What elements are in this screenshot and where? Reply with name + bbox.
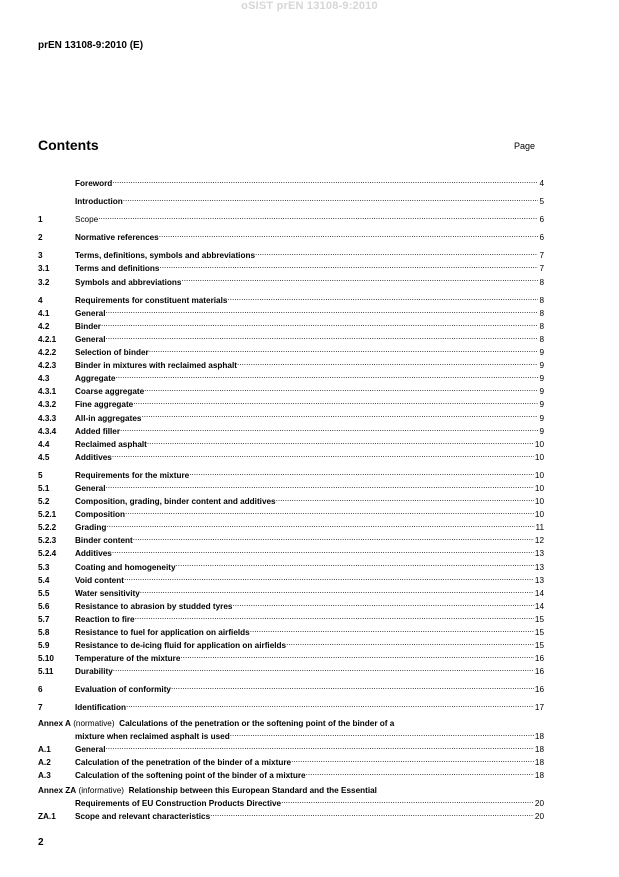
dot-leader (180, 651, 533, 661)
toc-entry[interactable] (38, 768, 544, 781)
toc-entry[interactable] (38, 212, 544, 225)
dot-leader (149, 345, 539, 355)
toc-entry[interactable] (38, 194, 544, 207)
toc-entry[interactable] (38, 275, 544, 288)
toc-entry[interactable] (38, 176, 544, 189)
toc-entry-number: A.3 (38, 770, 51, 780)
toc-entry-title: Reclaimed asphalt (75, 439, 147, 449)
dot-leader (112, 450, 534, 460)
toc-entry[interactable] (38, 450, 544, 463)
toc-entry-number: 4.3.4 (38, 426, 57, 436)
toc-entry-title: Requirements for the mixture (75, 470, 190, 480)
toc-entry-number: 2 (38, 233, 43, 243)
toc-entry-page: 8 (539, 308, 544, 318)
toc-entry[interactable] (38, 507, 544, 520)
toc-entry-title: Additives (75, 549, 112, 559)
toc-entry-page: 4 (539, 179, 544, 188)
toc-entry-number: 5.3 (38, 562, 50, 572)
toc-main-entries (38, 176, 544, 714)
annex-za-heading: Annex ZA (informative) Relationship between this European Standard and the Essential (38, 786, 377, 796)
toc-entry-number: 4.3.3 (38, 413, 57, 423)
toc-entry[interactable] (38, 345, 544, 358)
toc-entry-number: 4.3.2 (38, 400, 57, 410)
toc-entry-title: General (75, 334, 106, 344)
dot-leader (113, 664, 534, 674)
toc-entry-page: 13 (534, 575, 544, 585)
toc-entry-number: 5.10 (38, 654, 54, 664)
dot-leader (159, 230, 539, 240)
dot-leader (101, 319, 539, 329)
toc-entry-page: 17 (534, 703, 544, 713)
toc-entry-page: 18 (534, 770, 544, 780)
toc-entry-number: 4.4 (38, 439, 50, 449)
dot-leader (116, 371, 539, 381)
toc-entry-page: 9 (539, 361, 544, 371)
toc-entry-title: Binder (75, 321, 101, 331)
toc-entry-page: 12 (534, 536, 544, 546)
toc-entry[interactable] (38, 742, 544, 755)
dot-leader (176, 560, 534, 570)
toc-entry-page: 16 (534, 685, 544, 695)
toc-entry-title: Aggregate (75, 374, 116, 384)
toc-entry-page: 16 (534, 667, 544, 677)
document-id: prEN 13108-9:2010 (E) (38, 40, 144, 51)
toc-entry[interactable] (38, 651, 544, 664)
dot-leader (276, 494, 534, 504)
toc-entry-title: Identification (75, 703, 126, 713)
toc-entry-page: 14 (534, 588, 544, 598)
toc-entry-number: 5.2.1 (38, 510, 57, 520)
toc-entry-title: Foreword (75, 179, 113, 188)
dot-leader (140, 586, 534, 596)
dot-leader (159, 261, 538, 271)
toc-entry-number: 3.1 (38, 264, 50, 274)
toc-entry-number: A.1 (38, 744, 51, 754)
toc-entry-number: 5.2.4 (38, 549, 57, 559)
dot-leader (237, 358, 538, 368)
toc-entry[interactable] (38, 230, 544, 243)
toc-entry[interactable] (38, 638, 544, 651)
toc-entry-number: ZA.1 (38, 812, 56, 822)
toc-entry-number: A.2 (38, 757, 51, 767)
toc-entry-title: Composition, grading, binder content and additives (75, 497, 276, 507)
toc-entry[interactable] (38, 664, 544, 677)
toc-entry-title: Coating and homogeneity (75, 562, 176, 572)
toc-entry[interactable] (38, 682, 544, 695)
toc-entry[interactable] (38, 809, 544, 822)
toc-entry-number: 7 (38, 703, 43, 713)
toc-entry-title: General (75, 308, 106, 318)
toc-entry-number: 5.2.3 (38, 536, 57, 546)
toc-entry-number: 5 (38, 470, 43, 480)
annex-za-title-line: Requirements of EU Construction Products Directive ..... 20 (38, 796, 544, 809)
dot-leader (210, 809, 534, 819)
dot-leader (286, 638, 534, 648)
toc-entry-page: 13 (534, 549, 544, 559)
toc-entry-number: 5.9 (38, 641, 50, 651)
toc-entry[interactable] (38, 755, 544, 768)
toc-entry-page: 14 (534, 601, 544, 611)
dot-leader (106, 332, 539, 342)
toc-entry[interactable] (38, 397, 544, 410)
toc-entry-number: 4.1 (38, 308, 50, 318)
toc-entry[interactable] (38, 358, 544, 371)
dot-leader (112, 546, 534, 556)
toc-entry-title: Terms and definitions (75, 264, 160, 274)
toc-entry-page: 8 (539, 321, 544, 331)
toc-entry-page: 9 (539, 413, 544, 423)
dot-leader (123, 194, 539, 204)
toc-entry[interactable] (38, 371, 544, 384)
toc-entry[interactable] (38, 533, 544, 546)
toc-entry[interactable] (38, 625, 544, 638)
toc-entry-number: 5.1 (38, 483, 50, 493)
toc-entry-page: 13 (534, 562, 544, 572)
toc-entry-title: Temperature of the mixture (75, 654, 181, 664)
toc-entry-title: Void content (75, 575, 124, 585)
toc-entry-title: General (75, 483, 106, 493)
toc-entry[interactable] (38, 560, 544, 573)
page-number: 2 (38, 837, 44, 848)
toc-entry-page: 6 (539, 233, 544, 243)
dot-leader (133, 397, 538, 407)
dot-leader (112, 176, 538, 186)
toc-entry[interactable] (38, 248, 544, 261)
toc-entry-page: 10 (534, 439, 544, 449)
toc-entry[interactable] (38, 468, 544, 481)
toc-entry-page: 9 (539, 426, 544, 436)
dot-leader (124, 573, 534, 583)
toc-entry-title: Evaluation of conformity (75, 685, 171, 695)
toc-entry-number: 5.6 (38, 601, 50, 611)
toc-entry-title: Calculation of the softening point of the binder of a mixture (75, 770, 306, 780)
toc-entry-title: Composition (75, 510, 126, 520)
toc-entry-number: 5.8 (38, 628, 50, 637)
toc-entry[interactable] (38, 293, 544, 306)
dot-leader (250, 625, 534, 635)
toc-entry[interactable] (38, 319, 544, 332)
toc-entry-page: 9 (539, 387, 544, 397)
toc-entry-page: 8 (539, 295, 544, 305)
dot-leader (120, 424, 538, 434)
toc-entry-page: 10 (534, 470, 544, 480)
toc-entry[interactable] (38, 700, 544, 713)
toc-entry[interactable] (38, 437, 544, 450)
toc-entry-page: 15 (534, 628, 544, 637)
toc-entry-page: 10 (534, 452, 544, 462)
dot-leader (133, 533, 534, 543)
toc-entry-title: Reaction to fire (75, 614, 135, 624)
toc-entry-number: 3.2 (38, 277, 50, 287)
annex-a-heading: Annex A (normative) Calculations of the penetration or the softening point of the binder of a (38, 718, 395, 728)
toc-entry-page: 15 (534, 614, 544, 624)
annex-a-title-line: mixture when reclaimed asphalt is used ..... 18 (38, 729, 544, 742)
toc-entry[interactable] (38, 424, 544, 437)
toc-entry-page: 7 (539, 251, 544, 261)
toc-entry-title: Resistance to fuel for application on airfields (75, 628, 250, 637)
toc-entry-number: 4.2.1 (38, 334, 57, 344)
toc-entry-page: 18 (534, 757, 544, 767)
toc-entry-page: 10 (534, 497, 544, 507)
toc-entry-number: 5.11 (38, 667, 54, 677)
toc-entry-page: 8 (539, 277, 544, 287)
toc-entry-title: Calculation of the penetration of the binder of a mixture (75, 757, 292, 767)
dot-leader (306, 768, 534, 778)
toc-entry-title: Fine aggregate (75, 400, 134, 410)
dot-leader (106, 520, 534, 530)
dot-leader (144, 384, 538, 394)
toc-entry-title: Binder in mixtures with reclaimed asphalt (75, 361, 237, 371)
toc-entry-number: 4.2 (38, 321, 50, 331)
toc-entry-title: Introduction (75, 197, 123, 207)
toc-entry-title: Grading (75, 523, 107, 533)
dot-leader (227, 293, 538, 303)
toc-entry-page: 9 (539, 400, 544, 410)
toc-entry-title: Selection of binder (75, 348, 149, 358)
toc-entry-number: 4.3 (38, 374, 50, 384)
dot-leader (106, 742, 534, 752)
toc-entry[interactable] (38, 481, 544, 494)
dot-leader (141, 411, 538, 421)
annex-za-items (38, 809, 544, 822)
dot-leader (98, 212, 538, 222)
toc-entry-title: Added filler (75, 426, 121, 436)
toc-entry[interactable] (38, 384, 544, 397)
toc-entry-title: Normative references (75, 233, 159, 243)
page-column-label: Page (514, 141, 536, 151)
dot-leader (171, 682, 534, 692)
toc-entry-number: 5.7 (38, 614, 50, 624)
toc-entry-title: Binder content (75, 536, 133, 546)
toc-entry-page: 18 (534, 744, 544, 754)
toc-entry[interactable] (38, 586, 544, 599)
toc-entry-number: 5.5 (38, 588, 50, 598)
annex-a-items (38, 742, 544, 781)
toc-entry-page: 9 (539, 374, 544, 384)
toc-entry-number: 5.2 (38, 497, 50, 507)
dot-leader (106, 306, 539, 316)
toc-entry[interactable] (38, 573, 544, 586)
toc-entry-title: Resistance to de-icing fluid for application on airfields (75, 641, 287, 651)
toc-entry[interactable] (38, 332, 544, 345)
toc-entry[interactable] (38, 411, 544, 424)
toc-entry-title: General (75, 744, 106, 754)
toc-entry-page: 16 (534, 654, 544, 664)
toc-annex-za[interactable] (38, 786, 544, 822)
toc-entry-title: Coarse aggregate (75, 387, 145, 397)
toc-entry-number: 4.3.1 (38, 387, 57, 397)
toc-entry-title: Scope (75, 215, 99, 225)
toc-entry[interactable] (38, 520, 544, 533)
toc-entry-page: 8 (539, 334, 544, 344)
table-of-contents (38, 176, 544, 822)
toc-entry-page: 20 (534, 812, 544, 822)
dot-leader (147, 437, 534, 447)
toc-entry-page: 6 (539, 215, 544, 225)
toc-entry-page: 10 (534, 510, 544, 520)
toc-entry-page: 15 (534, 641, 544, 651)
dot-leader (106, 481, 534, 491)
toc-entry-number: 5.2.2 (38, 523, 57, 533)
dot-leader (126, 700, 534, 710)
dot-leader (291, 755, 534, 765)
dot-leader (135, 612, 534, 622)
toc-entry-number: 4.2.3 (38, 361, 57, 371)
toc-entry-title: Resistance to abrasion by studded tyres (75, 601, 233, 611)
dot-leader (125, 507, 534, 517)
toc-entry[interactable] (38, 599, 544, 612)
toc-entry-title: Additives (75, 452, 112, 462)
dot-leader (232, 599, 533, 609)
toc-entry-number: 1 (38, 215, 43, 225)
toc-entry[interactable] (38, 546, 544, 559)
toc-entry-title: Scope and relevant characteristics (75, 812, 211, 822)
toc-annex-a[interactable] (38, 719, 544, 781)
toc-entry-title: Water sensitivity (75, 588, 140, 598)
toc-entry-title: All-in aggregates (75, 413, 142, 423)
toc-entry[interactable] (38, 494, 544, 507)
watermark: oSIST prEN 13108-9:2010 (241, 0, 378, 12)
toc-entry-number: 6 (38, 685, 43, 695)
toc-entry-page: 10 (534, 483, 544, 493)
dot-leader (181, 275, 538, 285)
toc-entry-page: 9 (539, 348, 544, 358)
toc-entry-number: 4 (38, 295, 43, 305)
toc-entry-number: 5.4 (38, 575, 50, 585)
toc-entry-number: 4.2.2 (38, 348, 57, 358)
toc-entry-title: Terms, definitions, symbols and abbreviations (75, 251, 256, 261)
toc-entry[interactable] (38, 261, 544, 274)
contents-heading: Contents (38, 137, 99, 153)
toc-entry-page: 7 (539, 264, 544, 274)
toc-entry-title: Durability (75, 667, 113, 677)
toc-entry-number: 3 (38, 251, 43, 261)
toc-entry-title: Symbols and abbreviations (75, 277, 182, 287)
toc-entry[interactable] (38, 306, 544, 319)
toc-entry-title: Requirements for constituent materials (75, 295, 228, 305)
toc-entry-page: 11 (535, 523, 544, 533)
toc-entry-number: 4.5 (38, 452, 50, 462)
dot-leader (255, 248, 538, 258)
dot-leader (189, 468, 534, 478)
toc-entry-page: 5 (539, 197, 544, 207)
toc-entry[interactable] (38, 612, 544, 625)
